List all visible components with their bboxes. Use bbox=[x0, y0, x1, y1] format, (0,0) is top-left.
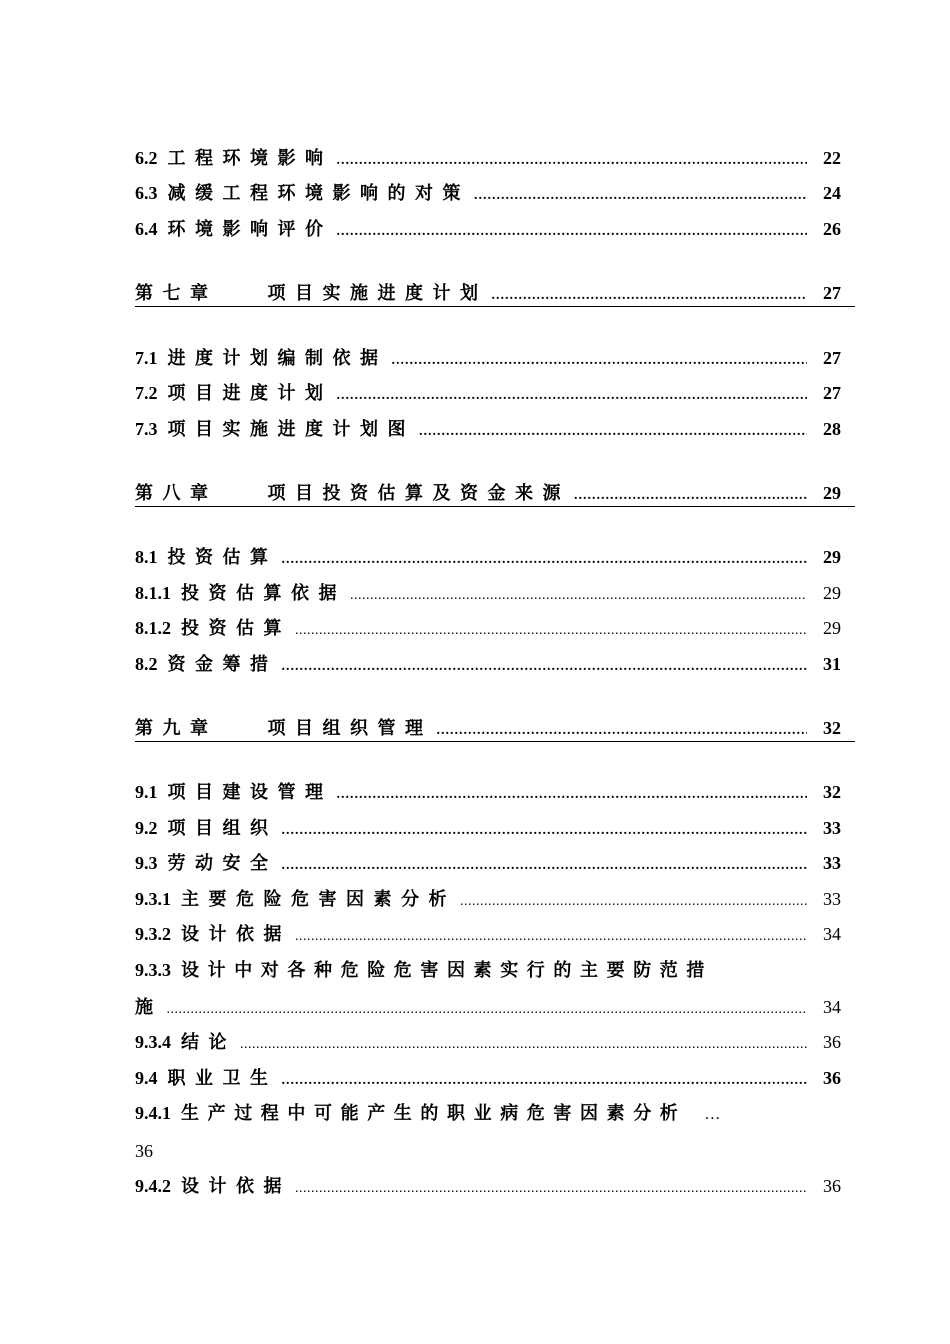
entry-page: 33 bbox=[823, 818, 841, 838]
leader-dots bbox=[392, 347, 808, 375]
entry-page: 36 bbox=[823, 1176, 841, 1196]
toc-entry-9-3-4[interactable] bbox=[135, 1028, 841, 1056]
toc-entry-7-3[interactable] bbox=[135, 415, 841, 443]
entry-page: 29 bbox=[823, 618, 841, 638]
entry-number: 9.3 bbox=[135, 853, 158, 873]
leader-dots bbox=[460, 888, 807, 916]
toc-entry-7-2[interactable] bbox=[135, 379, 841, 407]
chapter-title: 项目投资估算及资金来源 bbox=[267, 483, 570, 503]
entry-number: 6.2 bbox=[135, 148, 158, 168]
entry-title: 项目实施进度计划图 bbox=[167, 419, 415, 439]
entry-page: 29 bbox=[823, 547, 841, 567]
entry-page: 24 bbox=[823, 183, 841, 203]
leader-dots bbox=[295, 617, 807, 645]
entry-page: 36 bbox=[823, 1032, 841, 1052]
entry-title: 主要危险危害因素分析 bbox=[181, 889, 456, 909]
toc-chapter-7[interactable] bbox=[135, 280, 855, 307]
leader-dots bbox=[282, 546, 808, 574]
entry-number: 7.3 bbox=[135, 419, 158, 439]
entry-page: 27 bbox=[823, 383, 841, 403]
entry-page: 32 bbox=[823, 782, 841, 802]
leader-dots bbox=[295, 1175, 807, 1203]
entry-title: 项目建设管理 bbox=[167, 782, 333, 802]
chapter-number: 第七章 bbox=[135, 283, 218, 303]
entry-number: 9.2 bbox=[135, 818, 158, 838]
toc-entry-9-3-3-continued[interactable] bbox=[135, 993, 841, 1021]
leader-dots bbox=[337, 781, 808, 809]
leader-dots bbox=[240, 1031, 807, 1059]
toc-entry-6-2[interactable] bbox=[135, 144, 841, 172]
entry-page: 36 bbox=[823, 1068, 841, 1088]
entry-number: 9.4.2 bbox=[135, 1176, 171, 1196]
entry-title: 设计依据 bbox=[181, 1176, 291, 1196]
toc-entry-8-1-1[interactable] bbox=[135, 579, 841, 607]
entry-title: 生产过程中可能产生的职业病危害因素分析 bbox=[181, 1103, 687, 1123]
toc-entry-9-4-1[interactable] bbox=[135, 1099, 841, 1127]
leader-dots bbox=[282, 653, 808, 681]
leader-dots bbox=[474, 182, 807, 210]
entry-page: 29 bbox=[823, 583, 841, 603]
entry-page: 36 bbox=[135, 1141, 153, 1161]
entry-number: 9.4 bbox=[135, 1068, 158, 1088]
entry-title: 工程环境影响 bbox=[167, 148, 333, 168]
leader-dots bbox=[337, 218, 808, 246]
leader-dots bbox=[337, 147, 808, 175]
entry-page: 22 bbox=[823, 148, 841, 168]
entry-number: 8.1 bbox=[135, 547, 158, 567]
continuation-ellipsis: … bbox=[704, 1106, 721, 1123]
toc-entry-9-4-1-page[interactable] bbox=[135, 1137, 153, 1165]
toc-entry-9-3[interactable] bbox=[135, 849, 841, 877]
entry-title: 资金筹措 bbox=[167, 654, 278, 674]
entry-number: 8.1.2 bbox=[135, 618, 171, 638]
entry-page: 26 bbox=[823, 219, 841, 239]
toc-entry-9-2[interactable] bbox=[135, 814, 841, 842]
entry-title-continued: 施 bbox=[135, 997, 163, 1017]
entry-title: 减缓工程环境影响的对策 bbox=[167, 183, 470, 203]
entry-title: 设计依据 bbox=[181, 924, 291, 944]
entry-number: 9.1 bbox=[135, 782, 158, 802]
entry-title: 设计中对各种危险危害因素实行的主要防范措 bbox=[181, 960, 713, 980]
entry-number: 6.4 bbox=[135, 219, 158, 239]
entry-title: 劳动安全 bbox=[167, 853, 278, 873]
toc-entry-9-4[interactable] bbox=[135, 1064, 841, 1092]
entry-number: 9.3.2 bbox=[135, 924, 171, 944]
entry-page: 34 bbox=[823, 997, 841, 1017]
toc-entry-8-1[interactable] bbox=[135, 543, 841, 571]
entry-title: 投资估算 bbox=[181, 618, 291, 638]
toc-entry-9-3-2[interactable] bbox=[135, 920, 841, 948]
chapter-title: 项目实施进度计划 bbox=[267, 283, 488, 303]
toc-entry-8-2[interactable] bbox=[135, 650, 841, 678]
leader-dots bbox=[295, 923, 807, 951]
entry-page: 33 bbox=[823, 889, 841, 909]
toc-entry-9-3-3[interactable] bbox=[135, 956, 841, 984]
entry-number: 9.3.4 bbox=[135, 1032, 171, 1052]
toc-entry-9-3-1[interactable] bbox=[135, 885, 841, 913]
leader-dots bbox=[492, 283, 808, 309]
entry-page: 34 bbox=[823, 924, 841, 944]
chapter-page: 29 bbox=[823, 483, 841, 503]
leader-dots bbox=[350, 582, 807, 610]
chapter-number: 第九章 bbox=[135, 718, 218, 738]
entry-number: 6.3 bbox=[135, 183, 158, 203]
entry-number: 9.3.3 bbox=[135, 960, 171, 980]
toc-entry-9-4-2[interactable] bbox=[135, 1172, 841, 1200]
leader-dots bbox=[337, 382, 808, 410]
entry-number: 9.3.1 bbox=[135, 889, 171, 909]
entry-title: 投资估算 bbox=[167, 547, 278, 567]
entry-title: 职业卫生 bbox=[167, 1068, 278, 1088]
toc-entry-6-3[interactable] bbox=[135, 179, 841, 207]
leader-dots bbox=[282, 817, 808, 845]
entry-title: 投资估算依据 bbox=[181, 583, 346, 603]
chapter-title: 项目组织管理 bbox=[267, 718, 433, 738]
entry-number: 7.2 bbox=[135, 383, 158, 403]
entry-page: 33 bbox=[823, 853, 841, 873]
entry-number: 8.1.1 bbox=[135, 583, 171, 603]
entry-title: 项目进度计划 bbox=[167, 383, 333, 403]
entry-page: 31 bbox=[823, 654, 841, 674]
chapter-page: 32 bbox=[823, 718, 841, 738]
toc-entry-9-1[interactable] bbox=[135, 778, 841, 806]
entry-number: 7.1 bbox=[135, 348, 158, 368]
toc-entry-8-1-2[interactable] bbox=[135, 614, 841, 642]
toc-entry-7-1[interactable] bbox=[135, 344, 841, 372]
leader-dots bbox=[282, 852, 808, 880]
entry-number: 9.4.1 bbox=[135, 1103, 171, 1123]
leader-dots bbox=[574, 483, 807, 509]
entry-title: 进度计划编制依据 bbox=[167, 348, 388, 368]
toc-chapter-8[interactable] bbox=[135, 480, 855, 507]
toc-entry-6-4[interactable] bbox=[135, 215, 841, 243]
leader-dots bbox=[167, 996, 808, 1024]
entry-page: 28 bbox=[823, 419, 841, 439]
entry-page: 27 bbox=[823, 348, 841, 368]
leader-dots bbox=[282, 1067, 808, 1095]
entry-title: 环境影响评价 bbox=[167, 219, 333, 239]
toc-chapter-9[interactable] bbox=[135, 715, 855, 742]
leader-dots bbox=[419, 418, 807, 446]
entry-title: 项目组织 bbox=[167, 818, 278, 838]
entry-number: 8.2 bbox=[135, 654, 158, 674]
chapter-number: 第八章 bbox=[135, 483, 218, 503]
chapter-page: 27 bbox=[823, 283, 841, 303]
leader-dots bbox=[437, 718, 808, 744]
entry-title: 结论 bbox=[181, 1032, 236, 1052]
